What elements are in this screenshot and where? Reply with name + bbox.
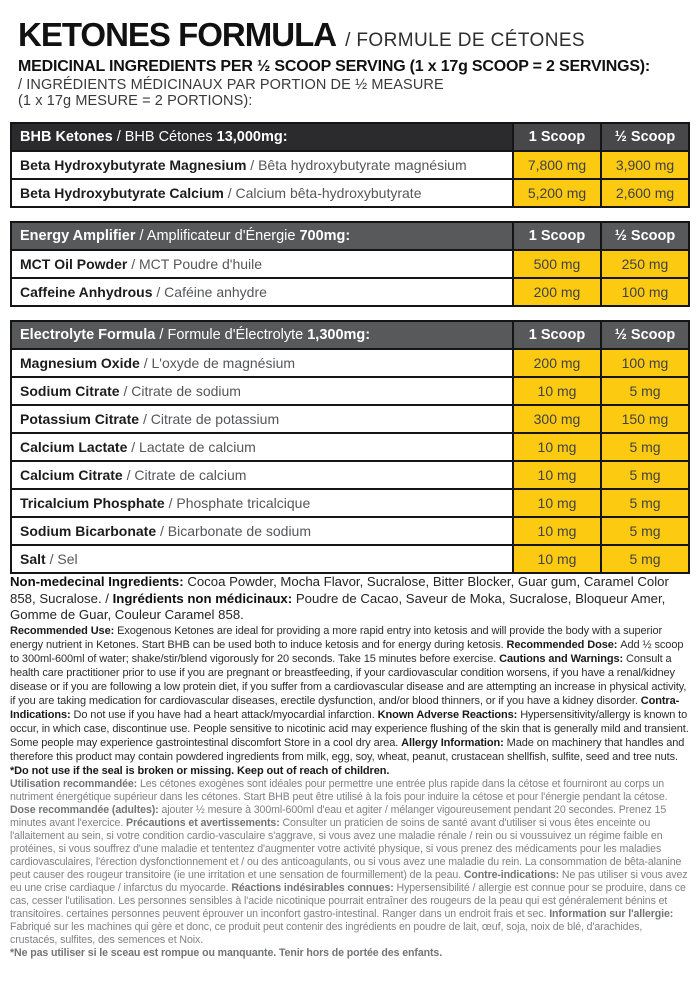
amount-half-scoop: 2,600 mg [601, 179, 689, 207]
table-title-cell [11, 222, 513, 250]
french-info-paragraph [10, 778, 690, 960]
table-row [11, 461, 689, 489]
paragraph-text: Hypersensitivity/allergy is known to occur, in which case, discontinue use. People sensitive to nicotinic acid may experience flushing of the skin that is generally mild and transient. Some people may experience gastrointestinal discomfort Store in a cool dry area. [10, 708, 689, 749]
page-title-french: / FORMULE DE CÉTONES [345, 30, 585, 51]
column-header-half-scoop: ½ Scoop [601, 123, 689, 151]
medicinal-ingredients-heading-french-1: / INGRÉDIENTS MÉDICINAUX PAR PORTION DE ½ MEASURE [18, 77, 444, 93]
ingredient-name-cell [11, 278, 513, 306]
amount-half-scoop: 5 mg [601, 545, 689, 573]
table-header-row [11, 222, 689, 250]
ingredient-name-en: Calcium Citrate [20, 467, 123, 483]
table-row [11, 377, 689, 405]
medicinal-ingredients-heading-french-2: (1 x 17g MESURE = 2 PORTIONS): [18, 93, 253, 109]
paragraph-label: Précautions et avertissements: [126, 816, 283, 829]
ingredient-name-en: Sodium Citrate [20, 383, 120, 399]
paragraph-label: Recommended Use: [10, 624, 118, 637]
ingredient-table-0 [10, 122, 690, 208]
table-title-fr: / Formule d'Électrolyte [159, 327, 304, 343]
amount-1-scoop: 10 mg [513, 377, 601, 405]
paragraph-label: Recommended Dose: [506, 638, 621, 651]
ingredient-name-fr: / L'oxyde de magnésium [143, 355, 296, 371]
amount-half-scoop: 5 mg [601, 461, 689, 489]
ingredient-name-cell [11, 405, 513, 433]
paragraph-label: *Do not use if the seal is broken or missing. Keep out of reach of children. [10, 764, 390, 777]
ingredient-name-en: Salt [20, 551, 46, 567]
table-title-amount: 1,300mg: [307, 327, 371, 343]
amount-1-scoop: 200 mg [513, 349, 601, 377]
column-header-1-scoop: 1 Scoop [513, 222, 601, 250]
ingredient-name-fr: / Citrate de sodium [123, 383, 241, 399]
paragraph-text: Consulter un praticien de soins de santé avant d'utiliser si vous êtes enceinte ou l'allaitement au sein, si votre condition cardio-vasculaire s'aggrave, si vous avez une maladie rénale / rein ou si voussuivez un régime faible en protéines, si vous souffrez d'une maladie et tententez d'augmenter votre activité physique, si vous prenez des médicaments pour les maladies cardiovasculaires, l'érection dysfonctionnement et / ou des anticoagulants, ou si vous avez une maladie du rein. La consommation de bêta-alanine peut causer des rougeur transitoire (ie une irritation et une sensation de fourmillement) de la peau. [10, 816, 682, 881]
table-row [11, 405, 689, 433]
ingredient-name-fr: / Bêta hydroxybutyrate magnésium [250, 157, 467, 173]
amount-half-scoop: 100 mg [601, 349, 689, 377]
ingredient-name-en: Beta Hydroxybutyrate Calcium [20, 185, 224, 201]
table-title-fr: / BHB Cétones [116, 129, 213, 145]
paragraph-label: Contre-indications: [463, 868, 562, 881]
table-row [11, 545, 689, 573]
ingredient-table-2 [10, 320, 690, 574]
ingredient-name-en: Caffeine Anhydrous [20, 284, 153, 300]
table-title-en: Electrolyte Formula [20, 327, 156, 343]
amount-1-scoop: 10 mg [513, 517, 601, 545]
column-header-1-scoop: 1 Scoop [513, 123, 601, 151]
column-header-1-scoop: 1 Scoop [513, 321, 601, 349]
amount-1-scoop: 10 mg [513, 489, 601, 517]
paragraph-label: Réactions indésirables connues: [231, 881, 397, 894]
ingredient-name-en: Tricalcium Phosphate [20, 495, 165, 511]
paragraph-label: Non-medecinal Ingredients: [10, 574, 188, 589]
paragraph-text: Les cétones exogènes sont idéales pour permettre une entrée plus rapide dans la cétose et fourniront au corps un nutriment énergétique supérieur dans les cétones. Start BHB peut être utilisé à la fois pour induire la cétose et pour l'énergie pendant la cétose. [10, 777, 668, 803]
paragraph-text: Made on machinery that handles and therefore this product may contain powdered ingredients from milk, egg, soy, wheat, peanut, crustacean shellfish, sulfite, seed and tree nuts. [10, 736, 685, 763]
amount-1-scoop: 10 mg [513, 461, 601, 489]
table-header-row [11, 321, 689, 349]
ingredient-name-cell [11, 545, 513, 573]
paragraph-text: ajouter ½ mesure à 300ml-600ml d'eau et agiter / mélanger vigoureusement pendant 20 secondes. Prenez 15 minutes avant l'exercice. [10, 803, 667, 829]
amount-half-scoop: 3,900 mg [601, 151, 689, 179]
paragraph-label: Cautions and Warnings: [499, 652, 626, 665]
ingredient-name-en: Beta Hydroxybutyrate Magnesium [20, 157, 247, 173]
non-medicinal-ingredients-paragraph [10, 574, 690, 624]
ingredient-name-fr: / Phosphate tricalcique [168, 495, 311, 511]
amount-1-scoop: 10 mg [513, 433, 601, 461]
table-row [11, 179, 689, 207]
table-title-en: Energy Amplifier [20, 228, 136, 244]
ingredient-name-fr: / Citrate de calcium [126, 467, 247, 483]
paragraph-text: Add ½ scoop to 300ml-600ml of water; shake/stir/blend vigorously for 20 seconds. Take 15 minutes before exercise. [10, 638, 684, 665]
table-row [11, 250, 689, 278]
page-title: KETONES FORMULA [18, 16, 337, 53]
ingredient-name-fr: / Lactate de calcium [131, 439, 256, 455]
paragraph-text: Poudre de Cacao, Saveur de Moka, Sucralose, Bloqueur Amer, Gomme de Guar, Couleur Caramel 858. [10, 590, 666, 622]
ingredient-name-cell [11, 489, 513, 517]
amount-1-scoop: 5,200 mg [513, 179, 601, 207]
ingredient-name-en: MCT Oil Powder [20, 256, 128, 272]
table-row [11, 517, 689, 545]
table-title-cell [11, 321, 513, 349]
amount-1-scoop: 300 mg [513, 405, 601, 433]
amount-1-scoop: 7,800 mg [513, 151, 601, 179]
paragraph-text: Hypersensibilité / allergie est connue pour se produire, dans ce cas, cesser l'utilisation. Les personnes sensibles à l'acide nicotinique pourrait entraîner des rougeurs de la peau qui est généralement bénins et transitoires. certaines personnes peuvent éprouver un inconfort gastro-intestinal. Ranger dans un endroit frais et sec. [10, 881, 686, 920]
column-header-half-scoop: ½ Scoop [601, 222, 689, 250]
paragraph-text: Fabriqué sur les machines qui gère et donc, ce produit peut contenir des ingrédients en poudre de lait, œuf, soja, noix de blé, d'arachides, crustacés, sulfites, des semences et Noix. [10, 920, 643, 946]
table-row [11, 349, 689, 377]
amount-half-scoop: 5 mg [601, 377, 689, 405]
paragraph-label: Contra-Indications: [10, 694, 680, 721]
ingredient-name-cell [11, 349, 513, 377]
amount-half-scoop: 5 mg [601, 489, 689, 517]
amount-half-scoop: 150 mg [601, 405, 689, 433]
ingredient-name-cell [11, 179, 513, 207]
amount-half-scoop: 100 mg [601, 278, 689, 306]
ingredient-name-fr: / Calcium bêta-hydroxybutyrate [227, 185, 422, 201]
ingredient-name-cell [11, 151, 513, 179]
ingredient-name-cell [11, 517, 513, 545]
ingredient-name-cell [11, 377, 513, 405]
amount-half-scoop: 5 mg [601, 517, 689, 545]
table-title-amount: 700mg: [299, 228, 351, 244]
table-title-amount: 13,000mg: [216, 129, 288, 145]
paragraph-text: Consult a health care practitioner prior to use if you are pregnant or breastfeeding, if your cardiovascular condition worsens, if you have a renal/kidney disease or if you are following a low protein diet, if you suffer from a cardiovascular disease and are attempting an increase in physical activity, if you are taking medication for cardiovascular diseases, erectile dysfunction, and/or blood thinners, or if you have a kidney disorder. [10, 652, 687, 707]
paragraph-label: Dose recommandée (adultes): [10, 803, 162, 816]
table-header-row [11, 123, 689, 151]
paragraph-label: Information sur l'allergie: [549, 907, 674, 920]
amount-half-scoop: 250 mg [601, 250, 689, 278]
paragraph-label: *Ne pas utiliser si le sceau est rompue ou manquante. Tenir hors de portée des enfants. [10, 946, 443, 959]
ingredient-name-fr: / Bicarbonate de sodium [160, 523, 312, 539]
table-row [11, 489, 689, 517]
ingredient-table-1 [10, 221, 690, 307]
table-title-cell [11, 123, 513, 151]
table-row [11, 151, 689, 179]
table-row [11, 433, 689, 461]
ingredient-name-fr: / MCT Poudre d'huile [131, 256, 263, 272]
amount-1-scoop: 500 mg [513, 250, 601, 278]
paragraph-text: Do not use if you have had a heart attack/myocardial infarction. [73, 708, 378, 721]
english-info-paragraph [10, 624, 690, 778]
ingredient-name-cell [11, 461, 513, 489]
medicinal-ingredients-heading: MEDICINAL INGREDIENTS PER ½ SCOOP SERVING (1 x 17g SCOOP = 2 SERVINGS): [18, 58, 651, 75]
table-title-en: BHB Ketones [20, 129, 113, 145]
ingredient-tables [10, 122, 690, 574]
ingredient-name-en: Potassium Citrate [20, 411, 140, 427]
amount-half-scoop: 5 mg [601, 433, 689, 461]
title-row [18, 16, 690, 54]
table-title-fr: / Amplificateur d'Énergie [139, 228, 296, 244]
ingredient-name-fr: / Citrate de potassium [142, 411, 280, 427]
ingredient-name-en: Sodium Bicarbonate [20, 523, 157, 539]
ingredient-name-cell [11, 250, 513, 278]
ingredient-name-fr: / Caféine anhydre [156, 284, 267, 300]
column-header-half-scoop: ½ Scoop [601, 321, 689, 349]
table-row [11, 278, 689, 306]
amount-1-scoop: 10 mg [513, 545, 601, 573]
paragraph-label: Allergy Information: [401, 736, 507, 749]
amount-1-scoop: 200 mg [513, 278, 601, 306]
ingredient-name-cell [11, 433, 513, 461]
paragraph-label: Ingrédients non médicinaux: [112, 590, 296, 606]
paragraph-text: Exogenous Ketones are ideal for providing a more rapid entry into ketosis and will provide the body with a superior energy nutrient in Ketones. Start BHB can be used both to induce ketosis and for energy during ketosis. [10, 624, 663, 651]
paragraph-text: Ne pas utiliser si vous avez eu une crise cardiaque / infarctus du myocarde. [10, 868, 688, 894]
ingredient-name-en: Calcium Lactate [20, 439, 128, 455]
ingredient-name-en: Magnesium Oxide [20, 355, 140, 371]
paragraph-text: Cocoa Powder, Mocha Flavor, Sucralose, Bitter Blocker, Guar gum, Caramel Color 858, Sucralose. / [10, 574, 669, 606]
ingredient-name-fr: / Sel [49, 551, 78, 567]
paragraph-label: Known Adverse Reactions: [377, 708, 521, 721]
paragraph-label: Utilisation recommandée: [10, 777, 140, 790]
